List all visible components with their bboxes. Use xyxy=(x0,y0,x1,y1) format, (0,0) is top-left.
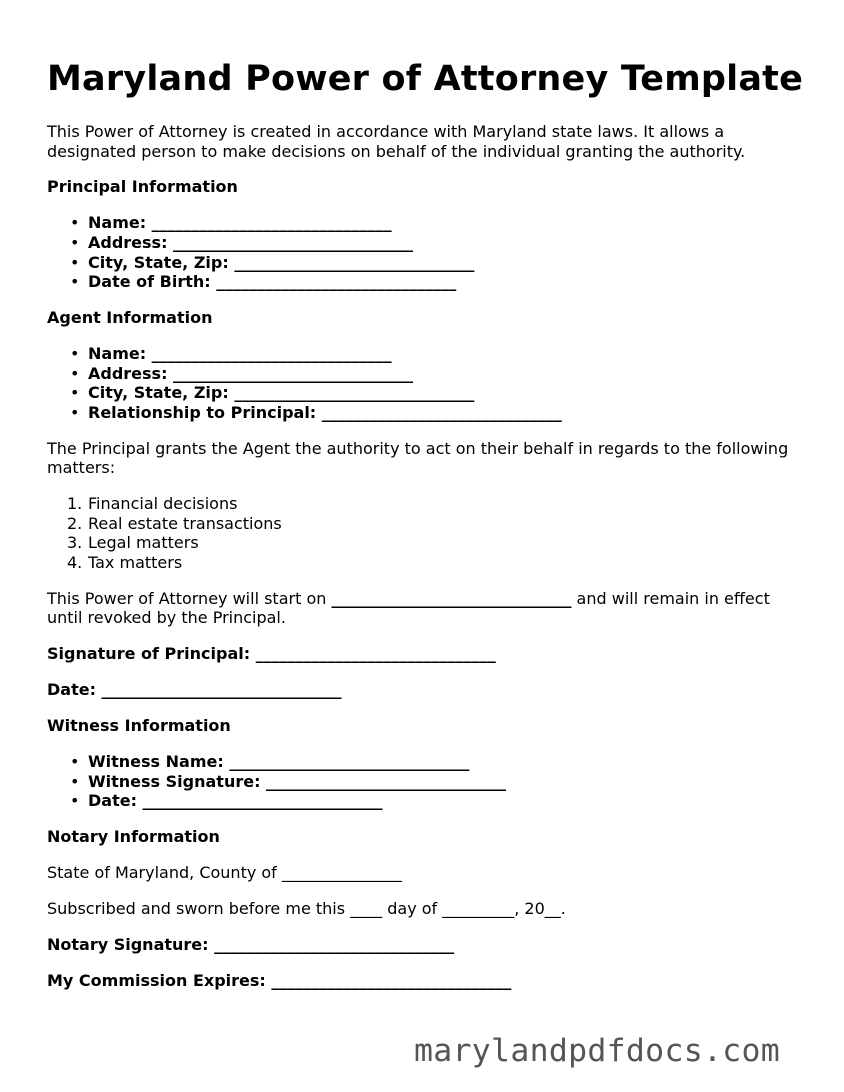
notary-signature-line[interactable]: Notary Signature: ______________________________ xyxy=(47,935,455,955)
list-number: 1. xyxy=(67,494,83,513)
start-text-before: This Power of Attorney will start on xyxy=(47,588,332,608)
list-number: 2. xyxy=(67,513,83,533)
witness-fields xyxy=(47,752,807,811)
principal-address-field[interactable]: • Address: ______________________________ xyxy=(88,233,807,253)
list-item-text: Real estate transactions xyxy=(88,513,282,533)
agent-address-field[interactable]: • Address: ______________________________ xyxy=(88,364,807,384)
principal-dob-field[interactable]: • Date of Birth: ______________________________ xyxy=(88,272,807,292)
notary-county-line[interactable]: State of Maryland, County of _______________ xyxy=(47,863,402,883)
list-number: 4. xyxy=(67,553,83,573)
grant-paragraph: The Principal grants the Agent the authority to act on their behalf in regards to the following matters: xyxy=(47,438,789,478)
start-date-blank[interactable]: ______________________________ xyxy=(331,588,572,608)
document-page xyxy=(47,58,807,991)
list-item xyxy=(67,494,807,514)
intro-paragraph: This Power of Attorney is created in accordance with Maryland state laws. It allows a designated person to make decisions on behalf of the individual granting the authority. xyxy=(47,122,746,161)
agent-heading: Agent Information xyxy=(47,308,213,327)
witness-heading: Witness Information xyxy=(47,716,231,735)
list-item-text: Financial decisions xyxy=(88,494,238,513)
commission-expires-line[interactable]: My Commission Expires: ______________________________ xyxy=(47,971,512,991)
list-item-text: Tax matters xyxy=(88,553,183,573)
principal-city-field[interactable]: • City, State, Zip: ______________________________ xyxy=(88,253,807,273)
principal-signature-line[interactable]: Signature of Principal: ______________________________ xyxy=(47,644,496,663)
list-item-text: Legal matters xyxy=(88,533,199,553)
principal-fields xyxy=(47,213,807,292)
notary-heading: Notary Information xyxy=(47,827,220,847)
start-text-after: and will remain in effect until revoked by the Principal. xyxy=(47,588,770,628)
notary-sworn-line[interactable]: Subscribed and sworn before me this ____ day of _________, 20__. xyxy=(47,899,566,919)
list-item xyxy=(67,533,807,553)
agent-fields xyxy=(47,344,807,423)
matters-list xyxy=(47,494,807,573)
watermark: marylandpdfdocs.com xyxy=(414,1033,781,1069)
agent-city-field[interactable]: • City, State, Zip: ______________________________ xyxy=(88,383,807,403)
list-number: 3. xyxy=(67,533,83,553)
witness-date-field[interactable]: • Date: ______________________________ xyxy=(88,791,807,811)
date-line[interactable]: Date: ______________________________ xyxy=(47,680,342,699)
list-item xyxy=(67,513,807,534)
principal-name-field[interactable]: • Name: ______________________________ xyxy=(88,213,807,233)
witness-signature-field[interactable]: • Witness Signature: ______________________________ xyxy=(88,772,807,792)
start-paragraph xyxy=(47,589,807,628)
principal-heading: Principal Information xyxy=(47,177,238,197)
list-item xyxy=(67,553,807,573)
agent-name-field[interactable]: • Name: ______________________________ xyxy=(88,344,807,364)
witness-name-field[interactable]: • Witness Name: ______________________________ xyxy=(88,752,807,772)
agent-relationship-field[interactable]: • Relationship to Principal: ______________________________ xyxy=(88,403,807,423)
page-title: Maryland Power of Attorney Template xyxy=(47,59,804,99)
